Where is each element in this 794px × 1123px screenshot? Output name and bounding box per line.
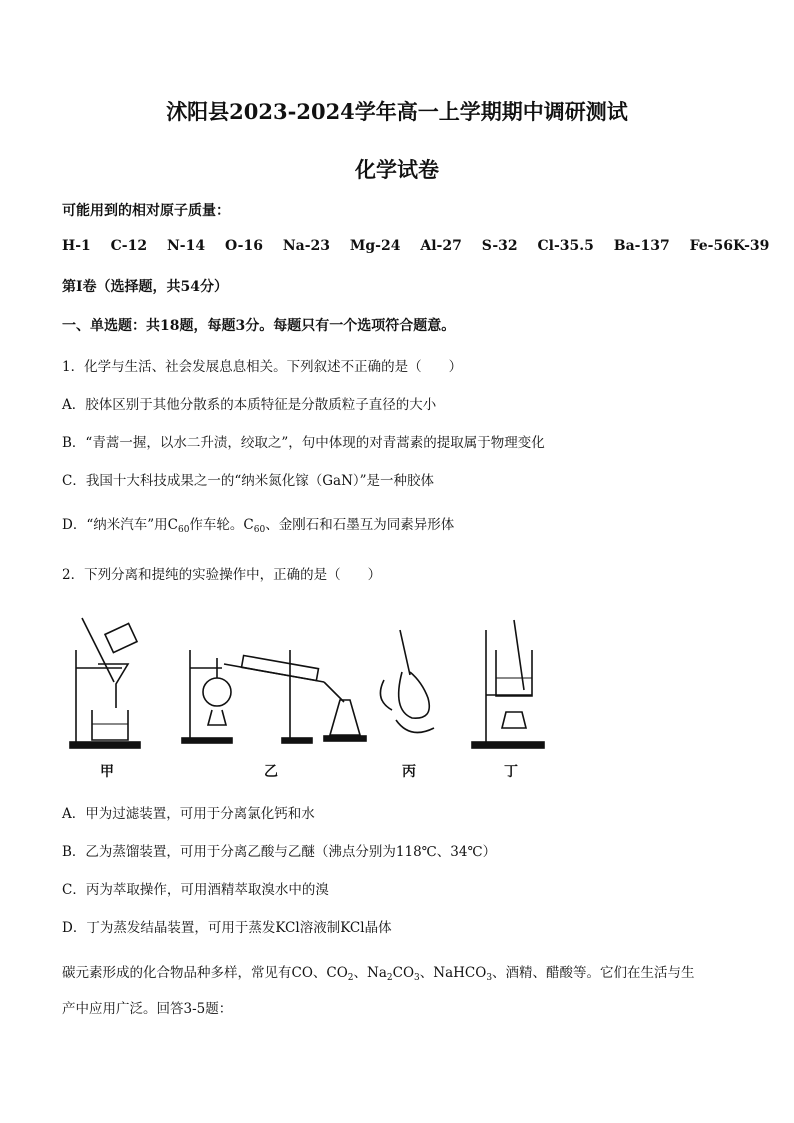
mass-item: C-12 (110, 238, 148, 254)
distillation-apparatus (182, 650, 366, 743)
question-2-stem: 2．下列分离和提纯的实验操作中，正确的是（ ） (62, 567, 382, 583)
question-2-option-d: D．丁为蒸发结晶装置，可用于蒸发KCl溶液制KCl晶体 (62, 920, 392, 936)
question-2-option-b: B．乙为蒸馏装置，可用于分离乙酸与乙醚（沸点分别为118℃、34℃） (62, 844, 497, 860)
question-1-option-a: A．胶体区别于其他分散系的本质特征是分散质粒子直径的大小 (62, 397, 437, 413)
atomic-mass-list (62, 238, 784, 254)
mass-item: O-16 (224, 238, 263, 254)
mass-item: Fe-56K-39 (689, 238, 770, 254)
atomic-mass-label: 可能用到的相对原子质量： (62, 203, 230, 219)
mass-item: Ba-137 (613, 238, 670, 254)
figure-caption-jia: 甲 (100, 764, 114, 780)
mass-item: Al-27 (420, 238, 462, 254)
exam-subtitle: 化学试卷 (355, 157, 439, 182)
figure-caption-yi: 乙 (264, 764, 278, 780)
mass-item: N-14 (166, 238, 206, 254)
exam-title: 沭阳县2023-2024学年高一上学期期中调研测试 (166, 99, 628, 124)
mass-item: S-32 (481, 238, 518, 254)
question-2-option-c: C．丙为萃取操作，可用酒精萃取溴水中的溴 (62, 882, 329, 898)
apparatus-figure (62, 600, 562, 775)
question-1-stem: 1．化学与生活、社会发展息息相关。下列叙述不正确的是（ ） (62, 359, 463, 375)
evaporation-apparatus (472, 620, 544, 748)
figure-caption-ding: 丁 (504, 764, 518, 780)
filtration-apparatus (70, 618, 140, 748)
mass-item: H-1 (62, 238, 91, 254)
question-2-option-a: A．甲为过滤装置，可用于分离氯化钙和水 (62, 806, 315, 822)
question-1-option-c: C．我国十大科技成果之一的“纳米氮化镓（GaN）”是一种胶体 (62, 473, 435, 489)
extraction-operation (380, 630, 434, 733)
figure-caption-bing: 丙 (402, 764, 416, 780)
passage-line-1: 碳元素形成的化合物品种多样，常见有CO、$CO_2$、$Na_2CO_3$、NaHCO$_3$、酒精、醋酸等。它们在生活与生 (62, 965, 695, 983)
passage-line-2: 产中应用广泛。回答3-5题： (62, 1001, 233, 1017)
question-1-option-d: D．“纳米汽车”用$C_{60}$作车轮。$C_{60}$、金刚石和石墨互为同素异形体 (62, 517, 455, 535)
mass-item: Na-23 (282, 238, 330, 254)
part-heading: 第Ⅰ卷（选择题，共54分） (62, 279, 229, 295)
mass-item: Cl-35.5 (537, 238, 594, 254)
mass-item: Mg-24 (349, 238, 401, 254)
question-1-option-b: B．“青蒿一握，以水二升渍，绞取之”，句中体现的对青蒿素的提取属于物理变化 (62, 435, 545, 451)
section-heading: 一、单选题：共18题，每题3分。每题只有一个选项符合题意。 (62, 318, 456, 334)
